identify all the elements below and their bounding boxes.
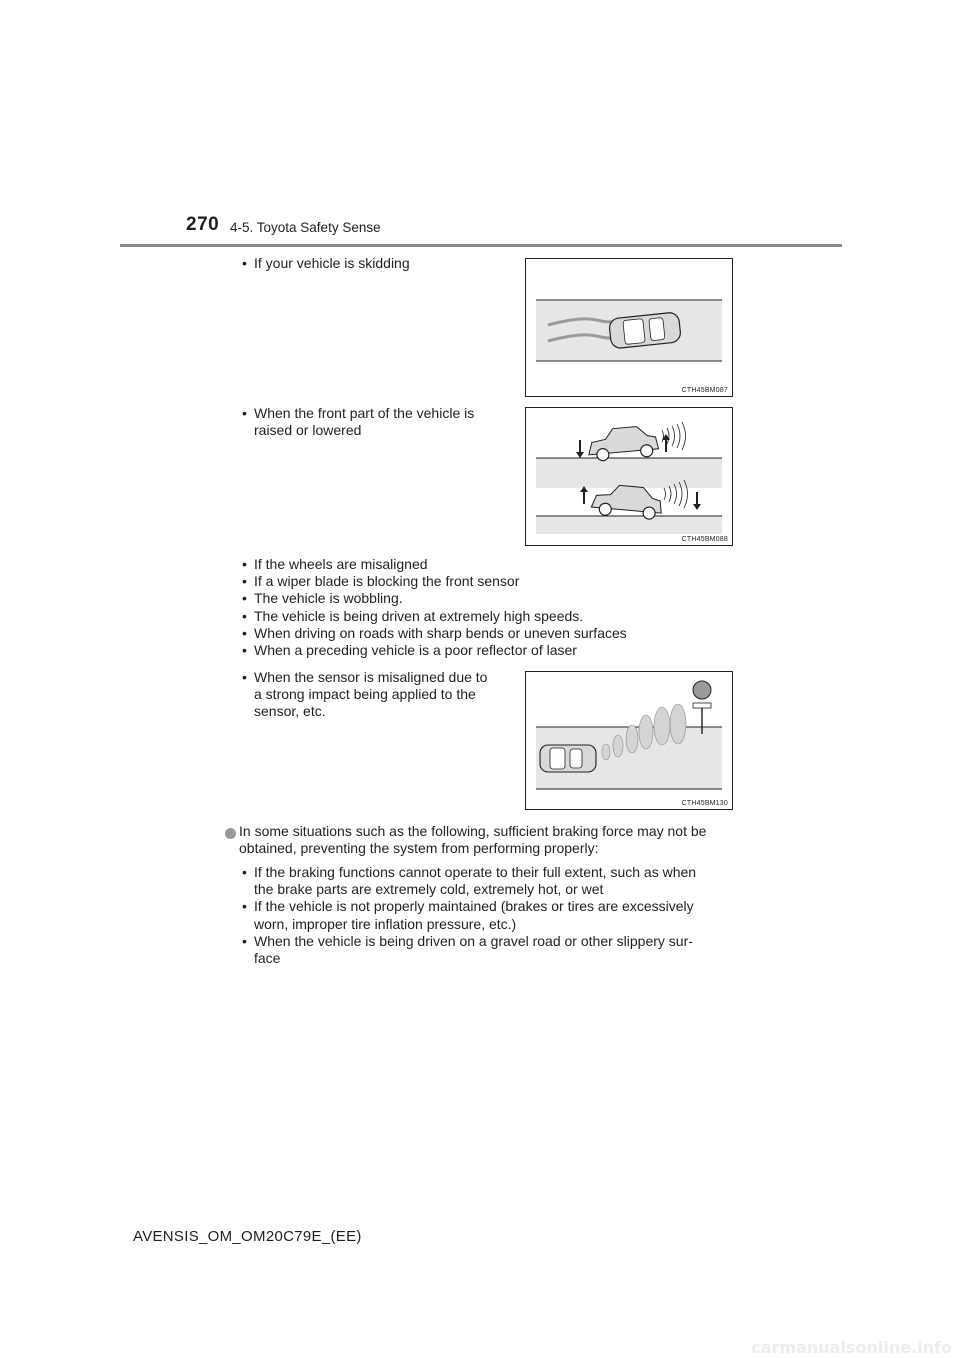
skidding-illustration xyxy=(526,259,732,396)
car-top-view xyxy=(540,745,596,772)
watermark-logo xyxy=(720,1336,960,1358)
circle-bullet-icon xyxy=(225,828,236,839)
document-code: AVENSIS_OM_OM20C79E_(EE) xyxy=(133,1228,362,1245)
figure-sensor-misaligned xyxy=(525,671,733,810)
sensor-misaligned-illustration xyxy=(526,672,732,809)
section-title: 4-5. Toyota Safety Sense xyxy=(230,220,381,235)
figure-code: CTH45BM087 xyxy=(681,387,728,394)
page-number: 270 xyxy=(186,214,220,235)
car-front-lowered xyxy=(591,483,663,520)
figure-skidding xyxy=(525,258,733,397)
car-top-view xyxy=(609,312,682,349)
figure-raised-lowered xyxy=(525,407,733,546)
raised-lowered-illustration xyxy=(526,408,732,545)
car-front-raised xyxy=(587,425,659,462)
figure-code: CTH45BM088 xyxy=(681,536,728,543)
svg-text:carmanualsonline.info: carmanualsonline.info xyxy=(751,1338,952,1357)
figure-code: CTH45BM130 xyxy=(681,800,728,807)
header-rule xyxy=(120,244,842,247)
braking-intro: In some situations such as the following, sufficient braking force may not be obtained, preventing the system from performing properly: xyxy=(239,823,707,857)
